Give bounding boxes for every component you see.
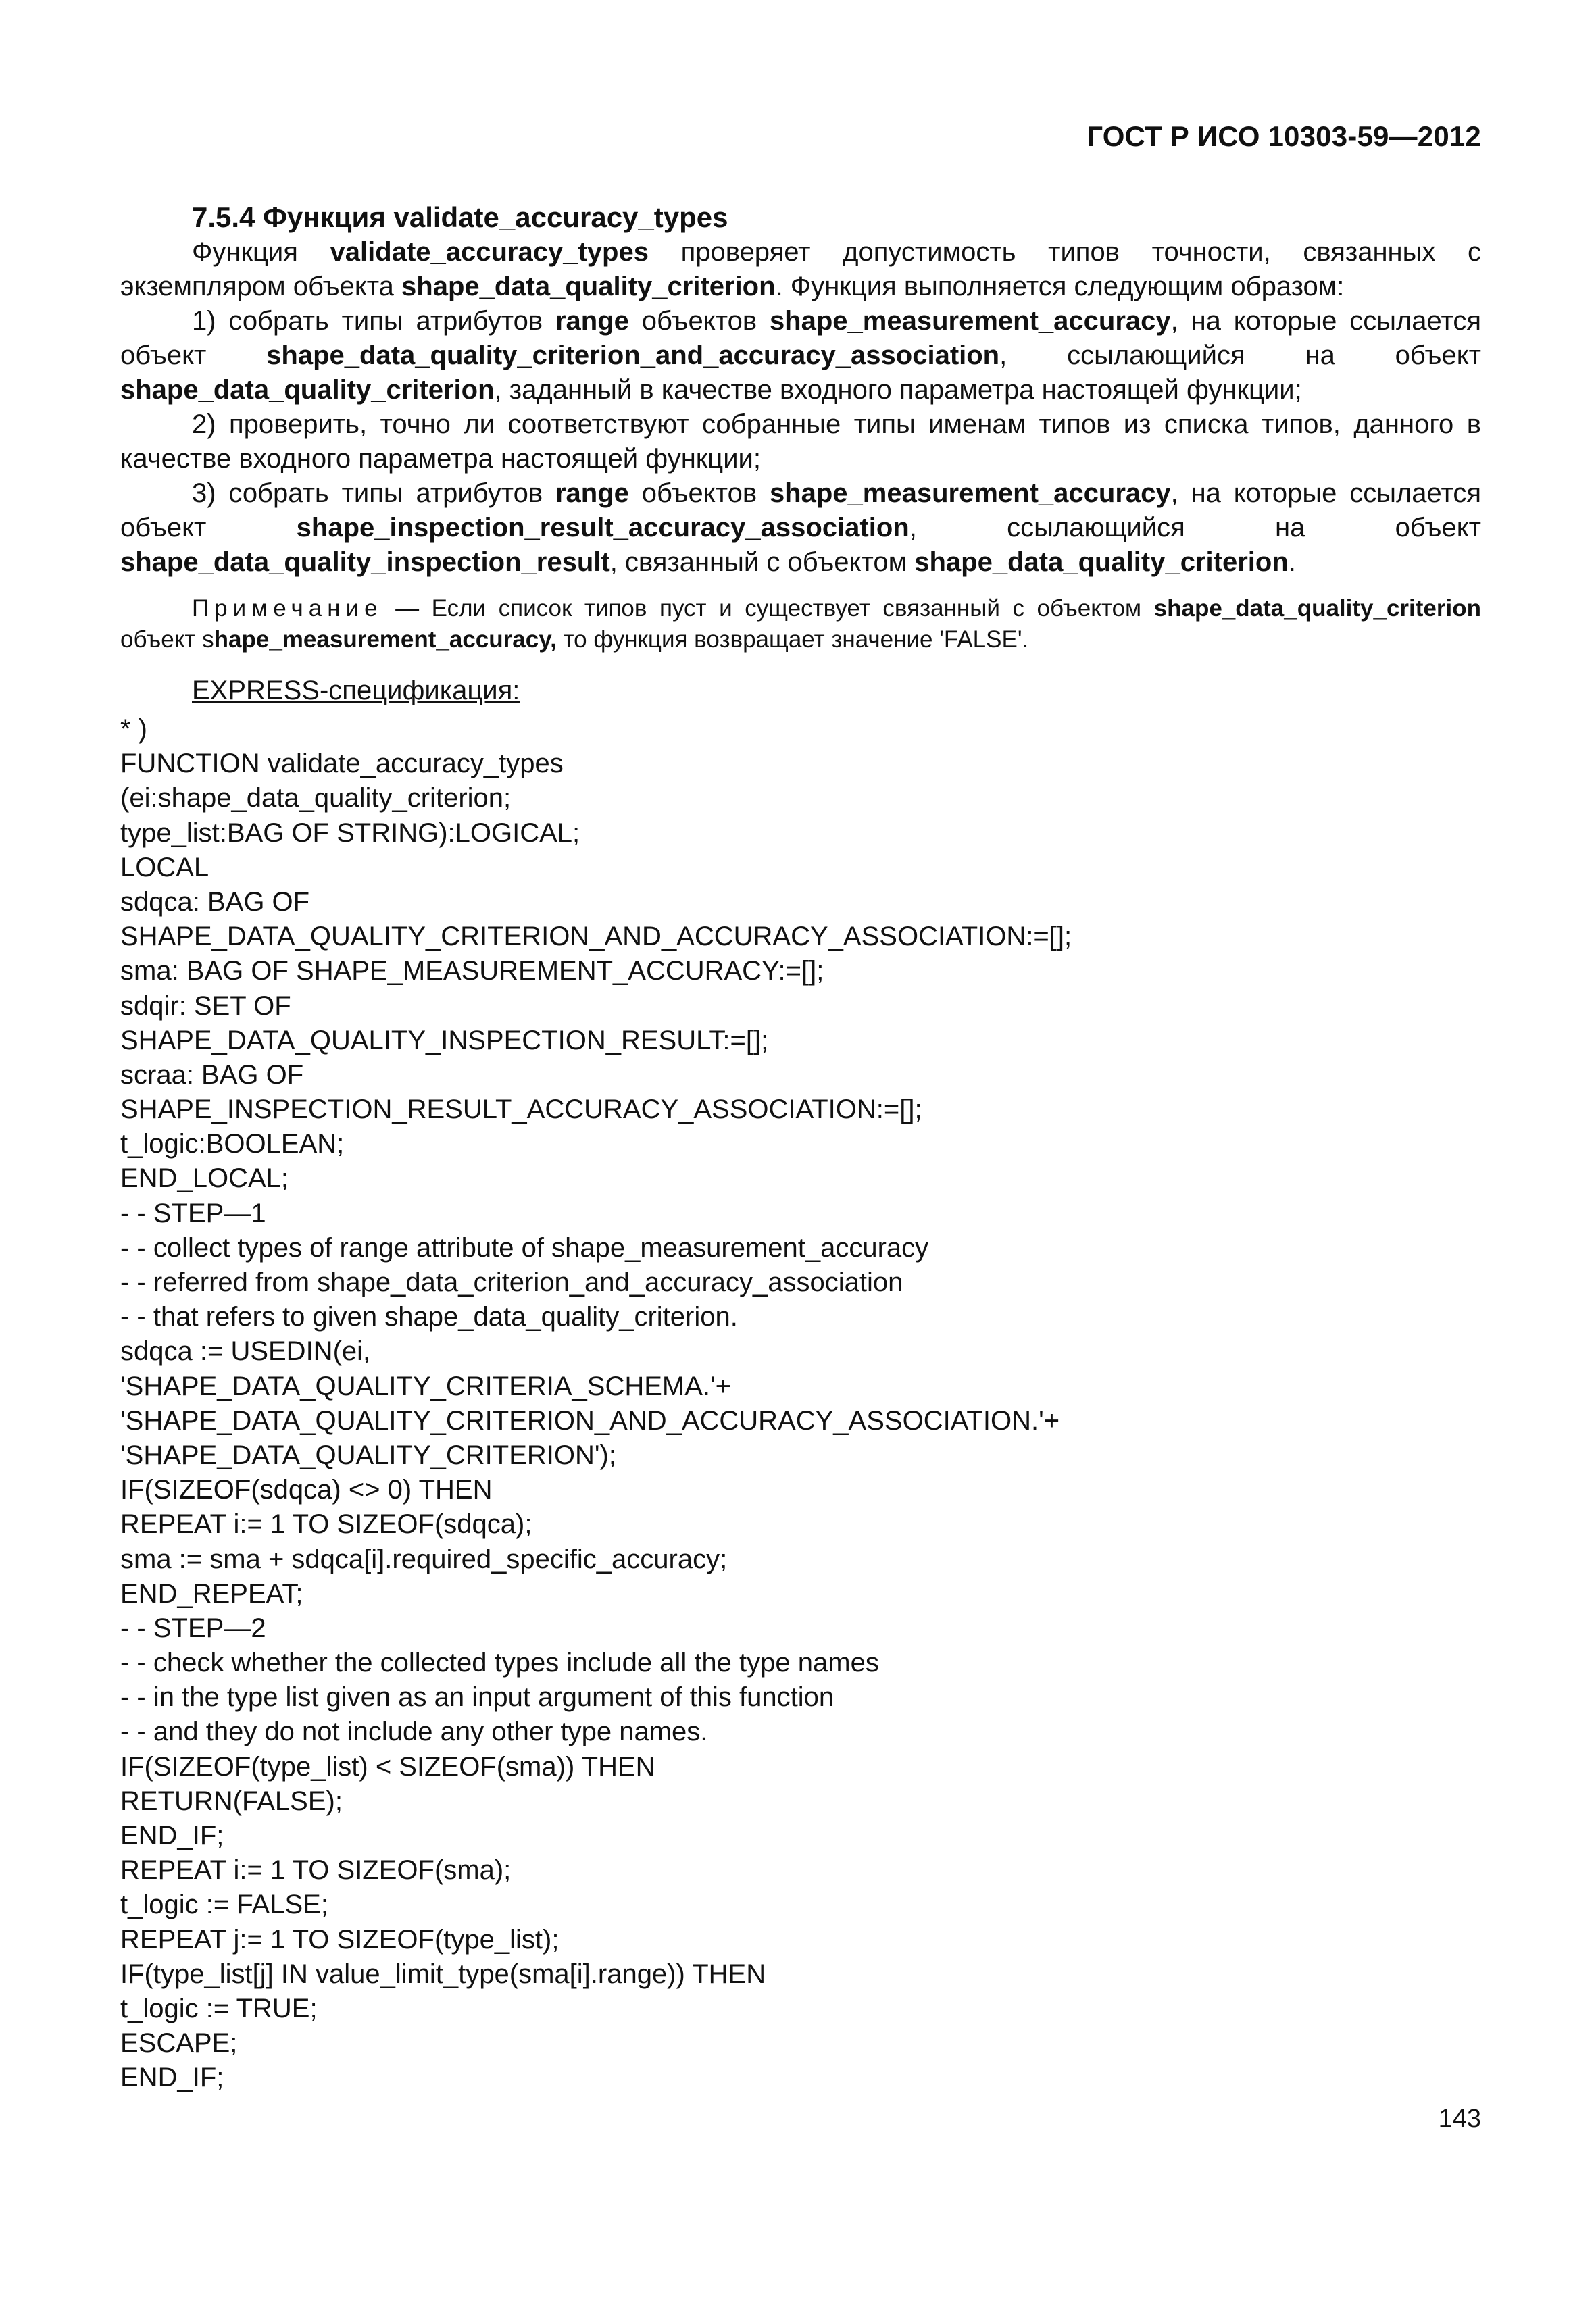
express-spec-label: EXPRESS-спецификация: [192,676,520,705]
bold-term: range [555,306,629,336]
code-line: 'SHAPE_DATA_QUALITY_CRITERION'); [120,1440,616,1470]
bold-term: shape_inspection_result_accuracy_association [296,513,909,543]
bold-term: shape_data_quality_criterion_and_accuracy_association [266,341,1000,370]
code-line: 'SHAPE_DATA_QUALITY_CRITERION_AND_ACCURACY_ASSOCIATION.'+ [120,1405,1060,1436]
text-run: , на которые ссылается объект [120,478,1481,543]
text-run: , на которые ссылается объект [120,306,1481,370]
text-run: то функция возвращает значение 'FALSE'. [556,626,1029,653]
text-run: Функция [192,237,330,267]
code-line: SHAPE_DATA_QUALITY_CRITERION_AND_ACCURACY_ASSOCIATION:=[]; [120,922,1072,952]
code-line: - - referred from shape_data_criterion_and_accuracy_association [120,1267,903,1297]
code-line: IF(SIZEOF(type_list) < SIZEOF(sma)) THEN [120,1751,655,1782]
paragraph-step-2 [120,407,1481,476]
text-run: , ссылающийся на объект [909,513,1481,543]
code-line: ESCAPE; [120,2028,238,2059]
code-line: LOCAL [120,852,209,882]
text-run: , связанный с объектом [609,547,915,577]
text-run: проверяет допустимость типов точности, связанных с экземпляром объекта [120,237,1481,301]
code-line: t_logic := TRUE; [120,1993,318,2023]
code-line: - - and they do not include any other type names. [120,1717,708,1747]
text-run: , ссылающийся на объект [999,341,1481,370]
paragraph-step-1 [120,304,1481,407]
code-line: END_LOCAL; [120,1163,289,1194]
code-line: - - STEP—2 [120,1613,266,1643]
code-line: END_IF; [120,2063,224,2093]
code-line: SHAPE_INSPECTION_RESULT_ACCURACY_ASSOCIATION:=[]; [120,1095,922,1125]
code-line: FUNCTION validate_accuracy_types [120,749,564,779]
text-run: 2) проверить, точно ли соответствуют собранные типы именам типов из списка типов, данного в качестве входного параметра настоящей функции; [120,409,1481,474]
code-line: RETURN(FALSE); [120,1786,343,1816]
note-label: Примечание [192,595,383,622]
code-line: type_list:BAG OF STRING):LOGICAL; [120,818,580,848]
code-line: IF(SIZEOF(sdqca) <> 0) THEN [120,1475,493,1505]
text-run: объектов [628,478,770,508]
bold-term: shape_measurement_accuracy [769,478,1171,508]
text-run: — Если список типов пуст и существует связанный с объектом [382,595,1154,622]
code-line: - - check whether the collected types include all the type names [120,1648,879,1678]
text-run: 3) собрать типы атрибутов [192,478,555,508]
code-line: sdqca: BAG OF [120,886,310,917]
code-line: 'SHAPE_DATA_QUALITY_CRITERIA_SCHEMA.'+ [120,1371,732,1401]
bold-term: shape_data_quality_inspection_result [120,547,610,577]
note-paragraph [120,593,1481,655]
bold-term: shape_data_quality_criterion [914,547,1289,577]
bold-term: shape_measurement_accuracy [769,306,1171,336]
code-line: sma: BAG OF SHAPE_MEASUREMENT_ACCURACY:=[]; [120,956,824,986]
section-title: 7.5.4 Функция validate_accuracy_types [192,201,728,233]
code-line: - - that refers to given shape_data_quality_criterion. [120,1302,738,1332]
code-line: REPEAT i:= 1 TO SIZEOF(sma); [120,1855,512,1886]
bold-term: shape_data_quality_criterion [120,375,495,405]
text-run: объектов [628,306,770,336]
page-number: 143 [1438,2105,1481,2133]
bold-term: validate_accuracy_types [330,237,649,267]
bold-term: shape_data_quality_criterion [1153,595,1481,622]
code-line: scraa: BAG OF [120,1059,304,1090]
text-run: объект s [120,626,214,653]
code-line: END_REPEAT; [120,1578,303,1609]
code-line: - - in the type list given as an input argument of this function [120,1682,834,1713]
code-line: REPEAT j:= 1 TO SIZEOF(type_list); [120,1924,559,1955]
bold-term: shape_data_quality_criterion [401,272,776,301]
document-header: ГОСТ Р ИСО 10303-59—2012 [1087,120,1481,152]
express-code-block [120,712,1481,2096]
page-content [120,200,1481,2096]
code-line: sma := sma + sdqca[i].required_specific_accuracy; [120,1544,728,1574]
code-line: t_logic:BOOLEAN; [120,1129,345,1159]
text-run: . [1288,547,1296,577]
paragraph-intro [120,235,1481,304]
code-line: (ei:shape_data_quality_criterion; [120,783,512,813]
text-run: . Функция выполняется следующим образом: [775,272,1345,301]
code-line: - - STEP—1 [120,1198,266,1228]
code-line: sdqca := USEDIN(ei, [120,1336,371,1367]
code-line: SHAPE_DATA_QUALITY_INSPECTION_RESULT:=[]; [120,1025,769,1055]
code-line: END_IF; [120,1821,224,1851]
bold-term: hape_measurement_accuracy, [214,626,557,653]
code-line: sdqir: SET OF [120,990,291,1021]
code-line: IF(type_list[j] IN value_limit_type(sma[i].range)) THEN [120,1959,766,1989]
bold-term: range [555,478,629,508]
paragraph-step-3 [120,476,1481,580]
code-line: - - collect types of range attribute of shape_measurement_accuracy [120,1232,929,1263]
code-line: t_logic := FALSE; [120,1890,328,1920]
code-line: REPEAT i:= 1 TO SIZEOF(sdqca); [120,1509,532,1540]
text-run: 1) собрать типы атрибутов [192,306,555,336]
code-line: * ) [120,714,147,744]
text-run: , заданный в качестве входного параметра настоящей функции; [494,375,1302,405]
